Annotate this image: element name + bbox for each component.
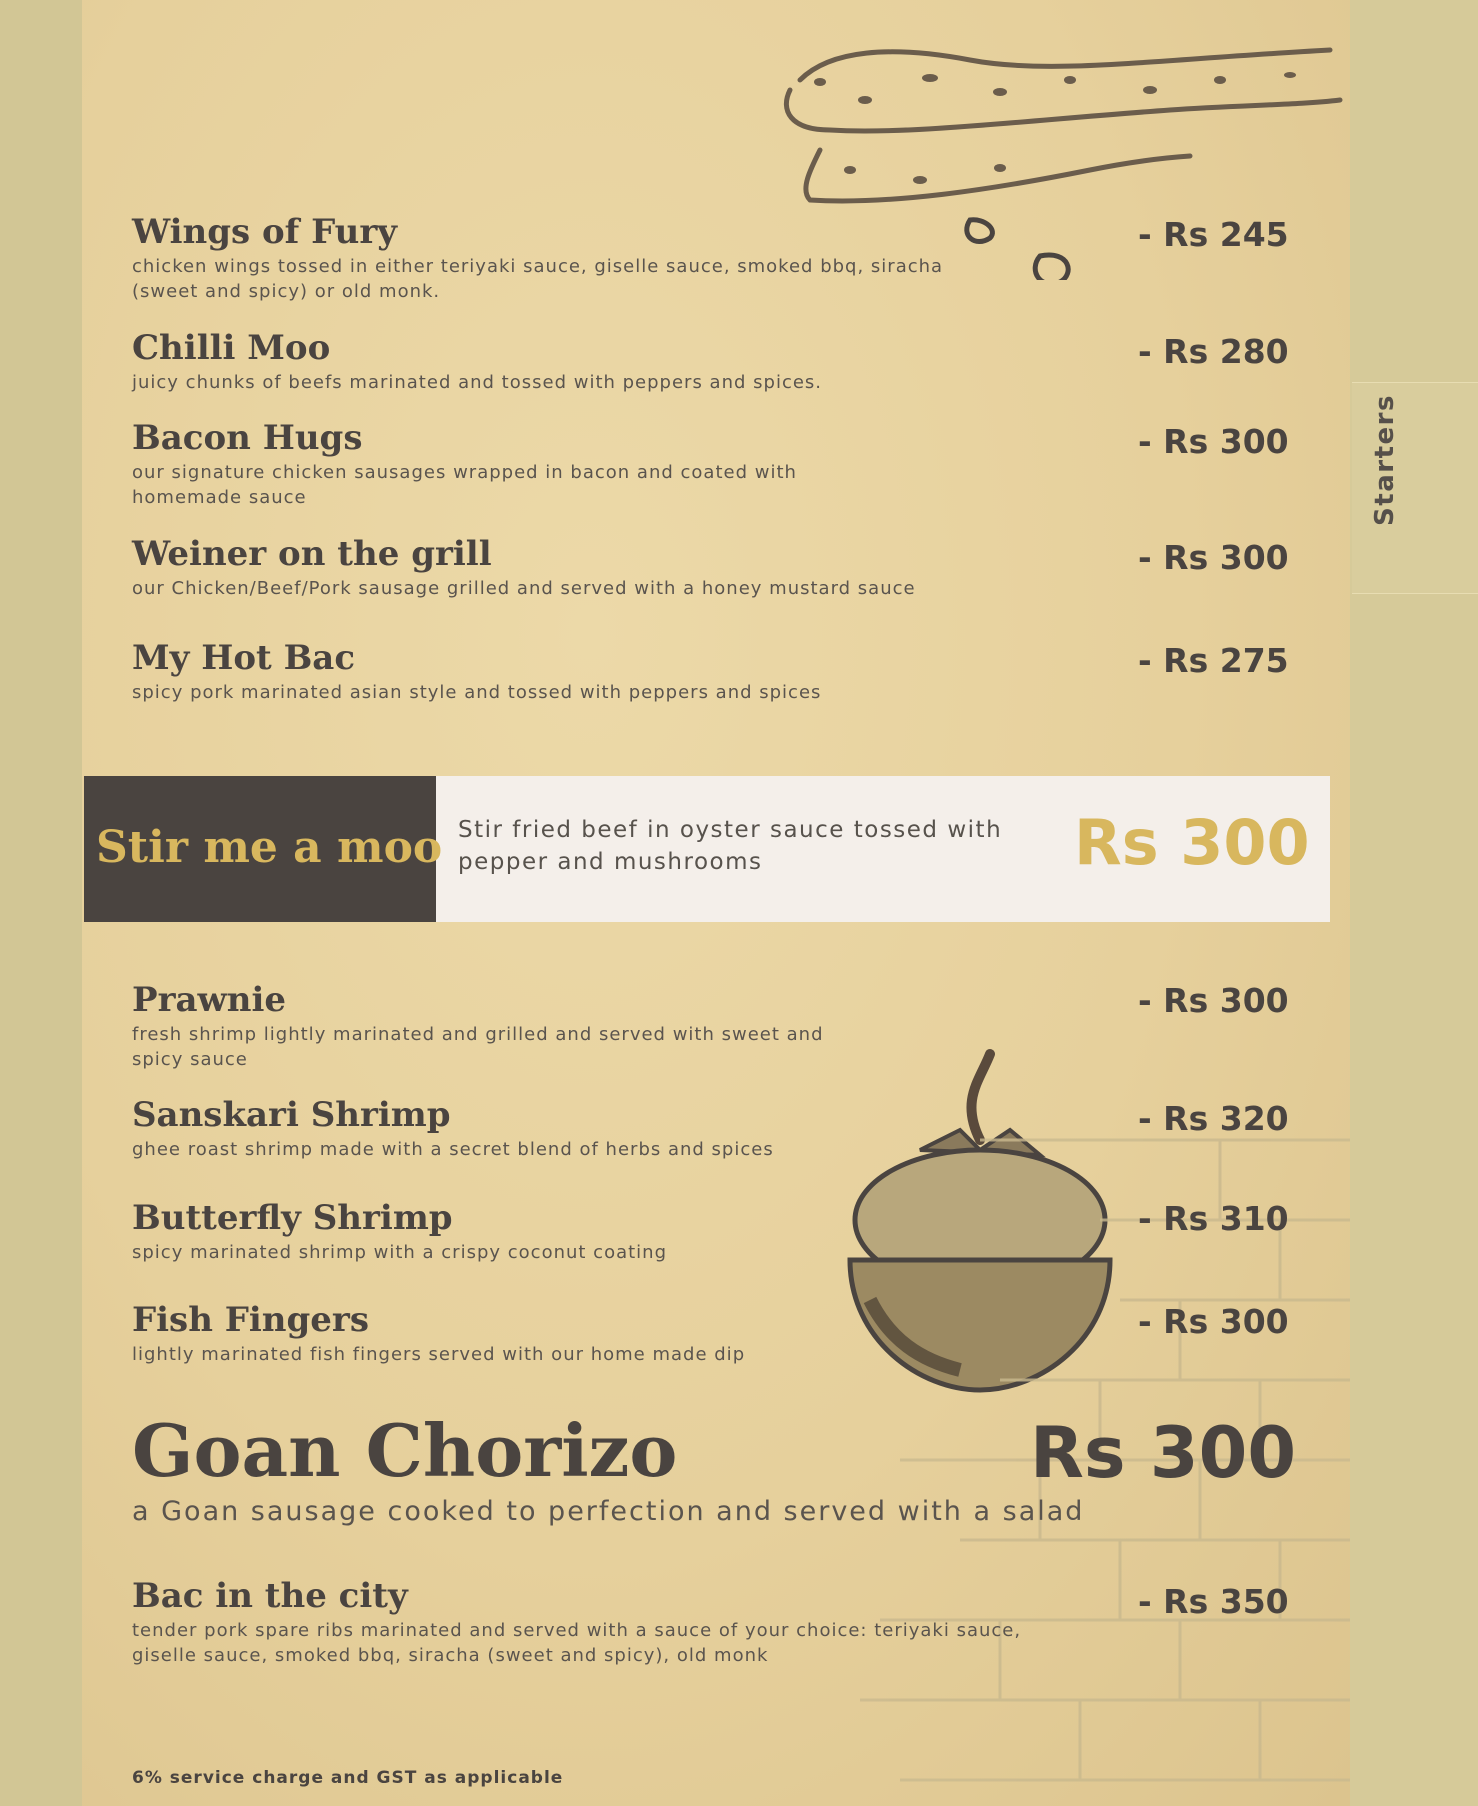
item-price: - Rs 350 — [1138, 1582, 1289, 1621]
menu-item — [132, 1576, 1282, 1668]
menu-item — [132, 1300, 1282, 1367]
item-name: Prawnie — [132, 980, 287, 1020]
item-name: Fish Fingers — [132, 1300, 369, 1340]
featured-price: Rs 300 — [1074, 806, 1310, 879]
item-name: Bacon Hugs — [132, 418, 363, 458]
item-price: - Rs 300 — [1138, 422, 1289, 461]
item-name: My Hot Bac — [132, 638, 356, 678]
item-price: - Rs 310 — [1138, 1199, 1289, 1238]
menu-item — [132, 1198, 1282, 1265]
menu-item — [132, 328, 1282, 395]
item-desc: juicy chunks of beefs marinated and tossed with peppers and spices. — [132, 372, 823, 393]
footnote: 6% service charge and GST as applicable — [132, 1768, 564, 1788]
item-price: - Rs 320 — [1138, 1099, 1289, 1138]
big-item-name: Goan Chorizo — [132, 1408, 678, 1493]
item-name: Weiner on the grill — [132, 534, 492, 574]
item-name: Bac in the city — [132, 1576, 408, 1616]
item-price: - Rs 300 — [1138, 981, 1289, 1020]
item-desc: tender pork spare ribs marinated and served with a sauce of your choice: teriyaki sauce, giselle sauce, smoked bbq, siracha (sweet and spicy), old monk — [132, 1620, 1022, 1666]
menu-item — [132, 212, 1282, 304]
item-name: Chilli Moo — [132, 328, 331, 368]
item-desc: lightly marinated fish fingers served with our home made dip — [132, 1344, 746, 1365]
side-tab — [1350, 0, 1478, 1806]
section-label: Starters — [1370, 394, 1400, 526]
item-name: Sanskari Shrimp — [132, 1095, 451, 1135]
item-desc: fresh shrimp lightly marinated and grilled and served with sweet and spicy sauce — [132, 1024, 824, 1070]
menu-item — [132, 1095, 1282, 1162]
item-desc: ghee roast shrimp made with a secret blend of herbs and spices — [132, 1139, 774, 1160]
featured-banner — [84, 776, 1330, 922]
item-price: - Rs 280 — [1138, 332, 1289, 371]
item-desc: spicy pork marinated asian style and tossed with peppers and spices — [132, 682, 822, 703]
item-desc: our Chicken/Beef/Pork sausage grilled and served with a honey mustard sauce — [132, 578, 916, 599]
big-item-desc: a Goan sausage cooked to perfection and served with a salad — [132, 1496, 1085, 1527]
item-desc: chicken wings tossed in either teriyaki sauce, giselle sauce, smoked bbq, siracha (sweet and spicy) or old monk. — [132, 256, 944, 302]
item-price: - Rs 300 — [1138, 1302, 1289, 1341]
featured-name-box — [84, 776, 443, 922]
item-desc: our signature chicken sausages wrapped in bacon and coated with homemade sauce — [132, 462, 797, 508]
menu-item — [132, 534, 1282, 601]
featured-desc: Stir fried beef in oyster sauce tossed with pepper and mushrooms — [458, 817, 1003, 875]
menu-item — [132, 638, 1282, 705]
item-price: - Rs 300 — [1138, 538, 1289, 577]
item-price: - Rs 275 — [1138, 641, 1289, 680]
menu-item — [132, 418, 1282, 510]
menu-item — [132, 980, 1282, 1072]
featured-name: Stir me a moo — [96, 822, 443, 873]
item-price: - Rs 245 — [1138, 215, 1289, 254]
big-item-price: Rs 300 — [1030, 1412, 1297, 1494]
page-border — [0, 0, 82, 1806]
item-name: Butterfly Shrimp — [132, 1198, 453, 1238]
item-name: Wings of Fury — [132, 212, 398, 252]
item-desc: spicy marinated shrimp with a crispy coconut coating — [132, 1242, 668, 1263]
